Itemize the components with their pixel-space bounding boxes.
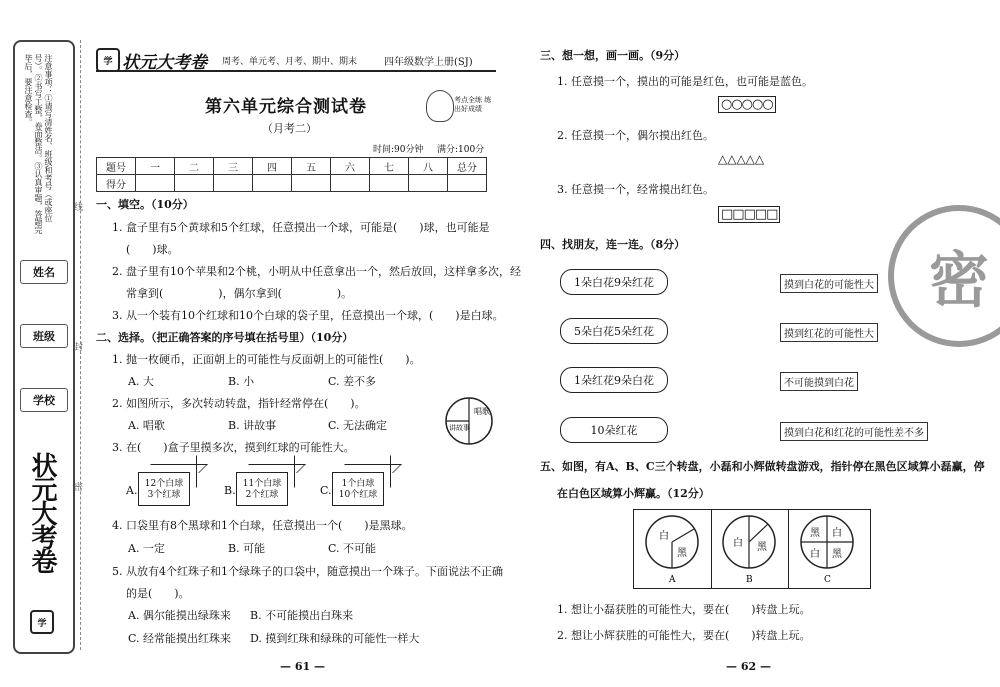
match-right-item[interactable]: 摸到白花和红花的可能性差不多: [780, 422, 928, 441]
match-left-item[interactable]: 1朵红花9朵白花: [560, 367, 668, 393]
cut-mark-seal: 封: [74, 343, 84, 353]
school-field-label: 学校: [20, 388, 68, 412]
score-table-cell: 三: [214, 158, 253, 175]
box-a-line1: 12个白球: [144, 479, 184, 489]
option: C. 不可能: [328, 542, 377, 555]
spinner-b: [723, 516, 775, 585]
spinner-a-white-label: 白: [659, 531, 669, 542]
spinner-a: [646, 516, 698, 585]
header-rule: [96, 70, 496, 72]
match-left-item[interactable]: 10朵红花: [560, 417, 668, 443]
box-b: [236, 472, 288, 506]
option: C. 差不多: [328, 375, 377, 388]
option: A. 大: [128, 375, 154, 388]
score-table-cell: 一: [136, 158, 175, 175]
section-3-title: 三、想一想，画一画。（9分）: [540, 49, 686, 62]
sec1-line: 2. 盘子里有10个苹果和2个桃，小明从中任意拿出一个，然后放回，这样拿多次，经: [112, 265, 521, 278]
section-5-title-line1: 五、如图，有A、B、C三个转盘，小磊和小辉做转盘游戏，指针停在黑色区域算小磊赢，停: [540, 460, 985, 473]
class-field-label: 班级: [20, 324, 68, 348]
sec5-q2: 2. 想让小辉获胜的可能性大，要在( )转盘上玩。: [557, 629, 811, 642]
section-4-title: 四、找朋友，连一连。（8分）: [540, 238, 686, 251]
option: A. 唱歌: [128, 419, 165, 432]
score-input-cell[interactable]: [370, 175, 409, 192]
spinner-c-label: C: [824, 575, 831, 585]
box-c-line2: 10个红球: [338, 490, 378, 500]
sec1-line: 常拿到( )，偶尔拿到( )。: [126, 287, 353, 300]
score-table-cell: 题号: [97, 158, 136, 175]
section-1-title: 一、填空。（10分）: [96, 198, 194, 211]
sec3-q2: 2. 任意摸一个，偶尔摸出红色。: [557, 129, 714, 142]
score-table-cell: 得分: [97, 175, 136, 192]
score-input-cell[interactable]: [214, 175, 253, 192]
box-b-line1: 11个白球: [242, 479, 282, 489]
exam-subtitle: （月考二）: [262, 122, 317, 135]
spinner-label-sing: 唱歌: [474, 407, 490, 416]
sec2-q1: 1. 抛一枚硬币，正面朝上的可能性与反面朝上的可能性( )。: [112, 353, 421, 366]
sec3-q3: 3. 任意摸一个，经常摸出红色。: [557, 183, 714, 196]
grade-book: 四年级数学上册(SJ): [384, 57, 473, 68]
option: C. 经常能摸出红珠来: [128, 632, 232, 645]
score-table-header-row: [97, 158, 487, 175]
cut-mark-secret: 密: [74, 483, 84, 493]
mascot-text: 考点全练 练出好成绩: [454, 96, 492, 113]
spinner-b-label: B: [746, 575, 753, 585]
page-number-left: — 61 —: [280, 660, 325, 673]
option: B. 可能: [228, 542, 266, 555]
score-table-cell: 七: [370, 158, 409, 175]
box-c-top: [336, 464, 402, 473]
score-input-cell[interactable]: [448, 175, 487, 192]
name-field-label: 姓名: [20, 260, 68, 284]
score-input-cell[interactable]: [253, 175, 292, 192]
spinner-c-q4-label: 黑: [832, 549, 842, 560]
brand-logo-icon: 学: [96, 48, 120, 72]
option: B. 讲故事: [228, 419, 277, 432]
binding-strip: [13, 40, 75, 654]
spinner-c-q2-label: 白: [832, 528, 842, 539]
sec1-line: 3. 从一个装有10个红球和10个白球的袋子里，任意摸出一个球，( )是白球。: [112, 309, 504, 322]
sec2-q3: 3. 在( )盒子里摸多次，摸到红球的可能性大。: [112, 441, 355, 454]
sec1-line: 1. 盒子里有5个黄球和5个红球，任意摸出一个球，可能是( )球，也可能是: [112, 221, 490, 234]
option: B. 不可能摸出白珠来: [250, 609, 354, 622]
option: D. 摸到红珠和绿珠的可能性一样大: [250, 632, 420, 645]
header-brand: 状元大考卷: [122, 53, 207, 73]
circles-shape-row: ○○○○○: [718, 96, 776, 113]
publisher-logo-icon: 学: [30, 610, 54, 634]
sec2-q4: 4. 口袋里有8个黑球和1个白球，任意摸出一个( )是黑球。: [112, 519, 413, 532]
match-right-item[interactable]: 不可能摸到白花: [780, 372, 858, 391]
box-c-line1: 1个白球: [341, 479, 375, 489]
triangles-shape-row: △△△△△: [718, 152, 765, 166]
option: A. 偶尔能摸出绿珠来: [128, 609, 231, 622]
mascot-image: [420, 86, 500, 130]
score-table-cell: 总分: [448, 158, 487, 175]
exam-full-score: 满分:100分: [437, 145, 485, 155]
spinner-a-black-label: 黑: [677, 548, 687, 559]
score-input-cell[interactable]: [331, 175, 370, 192]
box-a-label: A.: [126, 484, 138, 497]
box-b-line2: 2个红球: [245, 490, 279, 500]
box-b-label: B.: [224, 484, 236, 497]
section-5-title-line2: 在白色区域算小辉赢。（12分）: [557, 487, 710, 500]
score-table-cell: 二: [175, 158, 214, 175]
sec2-q5a: 5. 从放有4个红珠子和1个绿珠子的口袋中，随意摸出一个珠子。下面说法不正确: [112, 565, 503, 578]
secret-stamp: 密: [888, 205, 1000, 347]
score-table: [96, 157, 487, 192]
page-number-right: — 62 —: [726, 660, 771, 673]
score-input-cell[interactable]: [409, 175, 448, 192]
box-b-top: [240, 464, 306, 473]
binding-notice: 注意事项：①请写清姓名、班级和考号（或座位号）。②书写工整，卷面整洁。③认真审题，答题完毕后，要注意检查。: [24, 54, 53, 234]
sec1-line: ( )球。: [126, 243, 179, 256]
spinner-figure: [444, 396, 494, 446]
box-c-side: [382, 455, 391, 496]
score-table-cell: 四: [253, 158, 292, 175]
spinner-c-q1-label: 黑: [810, 528, 820, 539]
header-subtitle: 周考、单元考、月考、期中、期末: [222, 57, 358, 67]
score-input-cell[interactable]: [175, 175, 214, 192]
spinner-b-white-label: 白: [733, 538, 743, 549]
exam-title: 第六单元综合测试卷: [205, 97, 367, 117]
score-table-cell: 六: [331, 158, 370, 175]
binding-brand-logo: 状元大考卷: [27, 452, 57, 572]
box-c: [332, 472, 384, 506]
box-a-top: [142, 464, 208, 473]
sec2-q5b: 的是( )。: [126, 587, 190, 600]
box-a-line2: 3个红球: [147, 490, 181, 500]
squares-shape-row: □□□□□: [718, 206, 780, 223]
cut-mark-line: 线: [74, 203, 84, 213]
sec5-q1: 1. 想让小磊获胜的可能性大，要在( )转盘上玩。: [557, 603, 811, 616]
sec2-q2: 2. 如图所示，多次转动转盘，指针经常停在( )。: [112, 397, 366, 410]
option: B. 小: [228, 375, 255, 388]
option: C. 无法确定: [328, 419, 388, 432]
match-right-item[interactable]: 摸到白花的可能性大: [780, 274, 878, 293]
match-left-item[interactable]: 1朵白花9朵红花: [560, 269, 668, 295]
section-2-title: 二、选择。（把正确答案的序号填在括号里）（10分）: [96, 331, 354, 344]
score-input-cell[interactable]: [136, 175, 175, 192]
score-table-cell: 五: [292, 158, 331, 175]
box-c-label: C.: [320, 484, 332, 497]
spinner-c: [801, 516, 853, 585]
spinner-c-q3-label: 白: [810, 549, 820, 560]
spinner-a-label: A: [669, 575, 676, 585]
score-table-cell: 八: [409, 158, 448, 175]
box-a: [138, 472, 190, 506]
spinner-label-story: 讲故事: [449, 424, 470, 432]
match-left-item[interactable]: 5朵白花5朵红花: [560, 318, 668, 344]
exam-time: 时间:90分钟: [373, 145, 424, 155]
spinners-svg: [633, 509, 869, 587]
option: A. 一定: [128, 542, 165, 555]
box-b-side: [286, 455, 295, 496]
spinner-b-black-label: 黑: [757, 542, 767, 553]
box-a-side: [188, 455, 197, 496]
score-input-cell[interactable]: [292, 175, 331, 192]
sec3-q1: 1. 任意摸一个，摸出的可能是红色，也可能是蓝色。: [557, 75, 813, 88]
match-right-item[interactable]: 摸到红花的可能性大: [780, 323, 878, 342]
score-table-score-row: [97, 175, 487, 192]
